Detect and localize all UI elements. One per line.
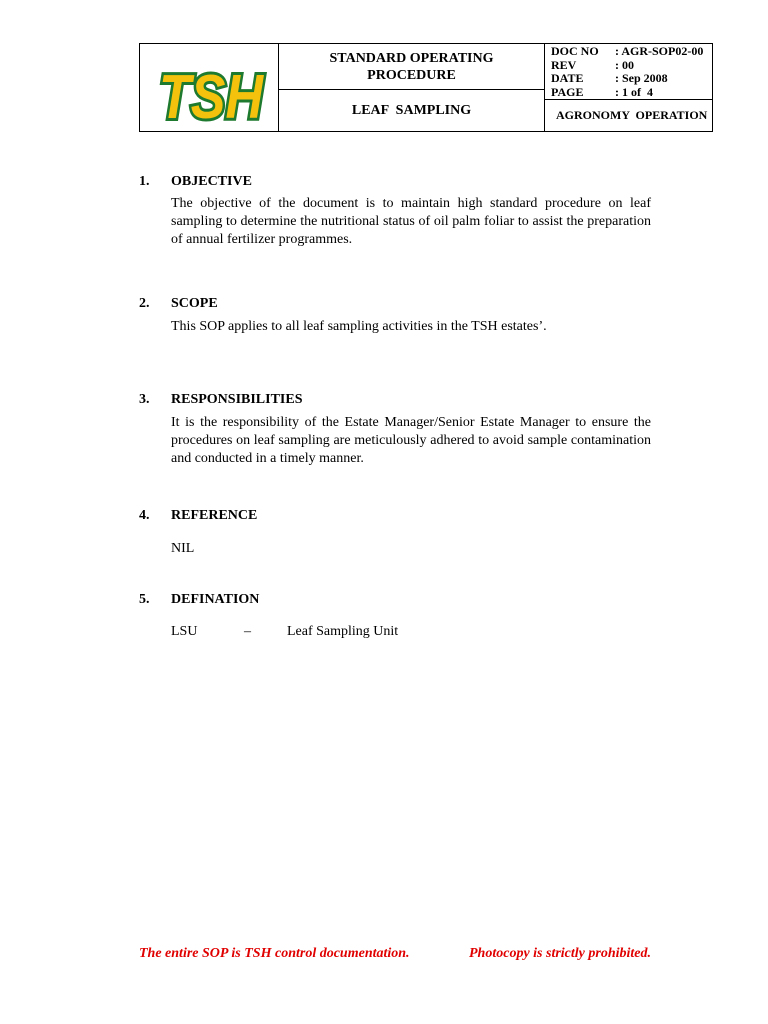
section-responsibilities: [139, 392, 651, 468]
tsh-logo-shadow: TSH: [159, 62, 265, 128]
title-line-2: PROCEDURE: [367, 67, 456, 83]
meta-value: : AGR-SOP02-00: [615, 44, 704, 58]
section-title: OBJECTIVE: [171, 174, 252, 189]
doc-meta: [545, 44, 712, 100]
section-body: NIL: [171, 541, 195, 556]
meta-value: : 00: [615, 57, 634, 72]
section-title: DEFINATION: [171, 592, 260, 607]
meta-key: DOC NO: [551, 44, 599, 58]
title-cell: [279, 44, 545, 131]
document-header: [139, 43, 713, 132]
section-title: REFERENCE: [171, 508, 258, 523]
document-type: [279, 44, 544, 90]
title-line-1: STANDARD OPERATING: [329, 50, 494, 66]
section-title: RESPONSIBILITIES: [171, 392, 303, 407]
meta-key: PAGE: [551, 84, 584, 99]
tsh-logo: [149, 48, 269, 128]
meta-value: : 1 of 4: [615, 84, 653, 99]
section-body: The objective of the document is to maintain high standard procedure on leaf sampling to determine the nutritional status of oil palm foliar to assist the preparation of annual fertilizer programmes.: [171, 196, 651, 247]
meta-value: : Sep 2008: [615, 71, 668, 85]
definition-text: Leaf Sampling Unit: [287, 624, 399, 639]
footer-control-notice: The entire SOP is TSH control documentation.: [139, 946, 410, 961]
section-number: 5.: [139, 592, 150, 607]
meta-row-rev: [551, 59, 712, 73]
definition-dash: –: [244, 624, 251, 639]
section-definition: [139, 592, 651, 640]
section-number: 2.: [139, 296, 150, 311]
section-title: SCOPE: [171, 296, 218, 311]
meta-key: DATE: [551, 71, 584, 85]
section-scope: [139, 296, 651, 336]
section-reference: [139, 508, 651, 558]
definition-term: LSU: [171, 624, 198, 639]
section-objective: [139, 174, 651, 249]
tsh-logo-text: TSH: [159, 62, 265, 128]
meta-row-doc-no: [551, 45, 712, 59]
section-number: 1.: [139, 174, 150, 189]
meta-row-page: [551, 86, 712, 100]
section-number: 3.: [139, 392, 150, 407]
section-body: It is the responsibility of the Estate Manager/Senior Estate Manager to ensure the procedures on leaf sampling are meticulously adhered to avoid sample contamination and conducted in a timely manner.: [171, 415, 651, 466]
meta-key: REV: [551, 57, 577, 72]
department: AGRONOMY OPERATION: [556, 108, 708, 122]
document-title: LEAF SAMPLING: [351, 102, 472, 118]
section-body: This SOP applies to all leaf sampling activities in the TSH estates’.: [171, 319, 547, 334]
footer-photocopy-notice: Photocopy is strictly prohibited.: [469, 946, 651, 961]
logo-cell: [140, 44, 279, 131]
section-number: 4.: [139, 508, 150, 523]
footer: [139, 946, 651, 962]
meta-cell: [545, 44, 712, 131]
meta-row-date: [551, 72, 712, 86]
definition-row: [171, 624, 651, 640]
